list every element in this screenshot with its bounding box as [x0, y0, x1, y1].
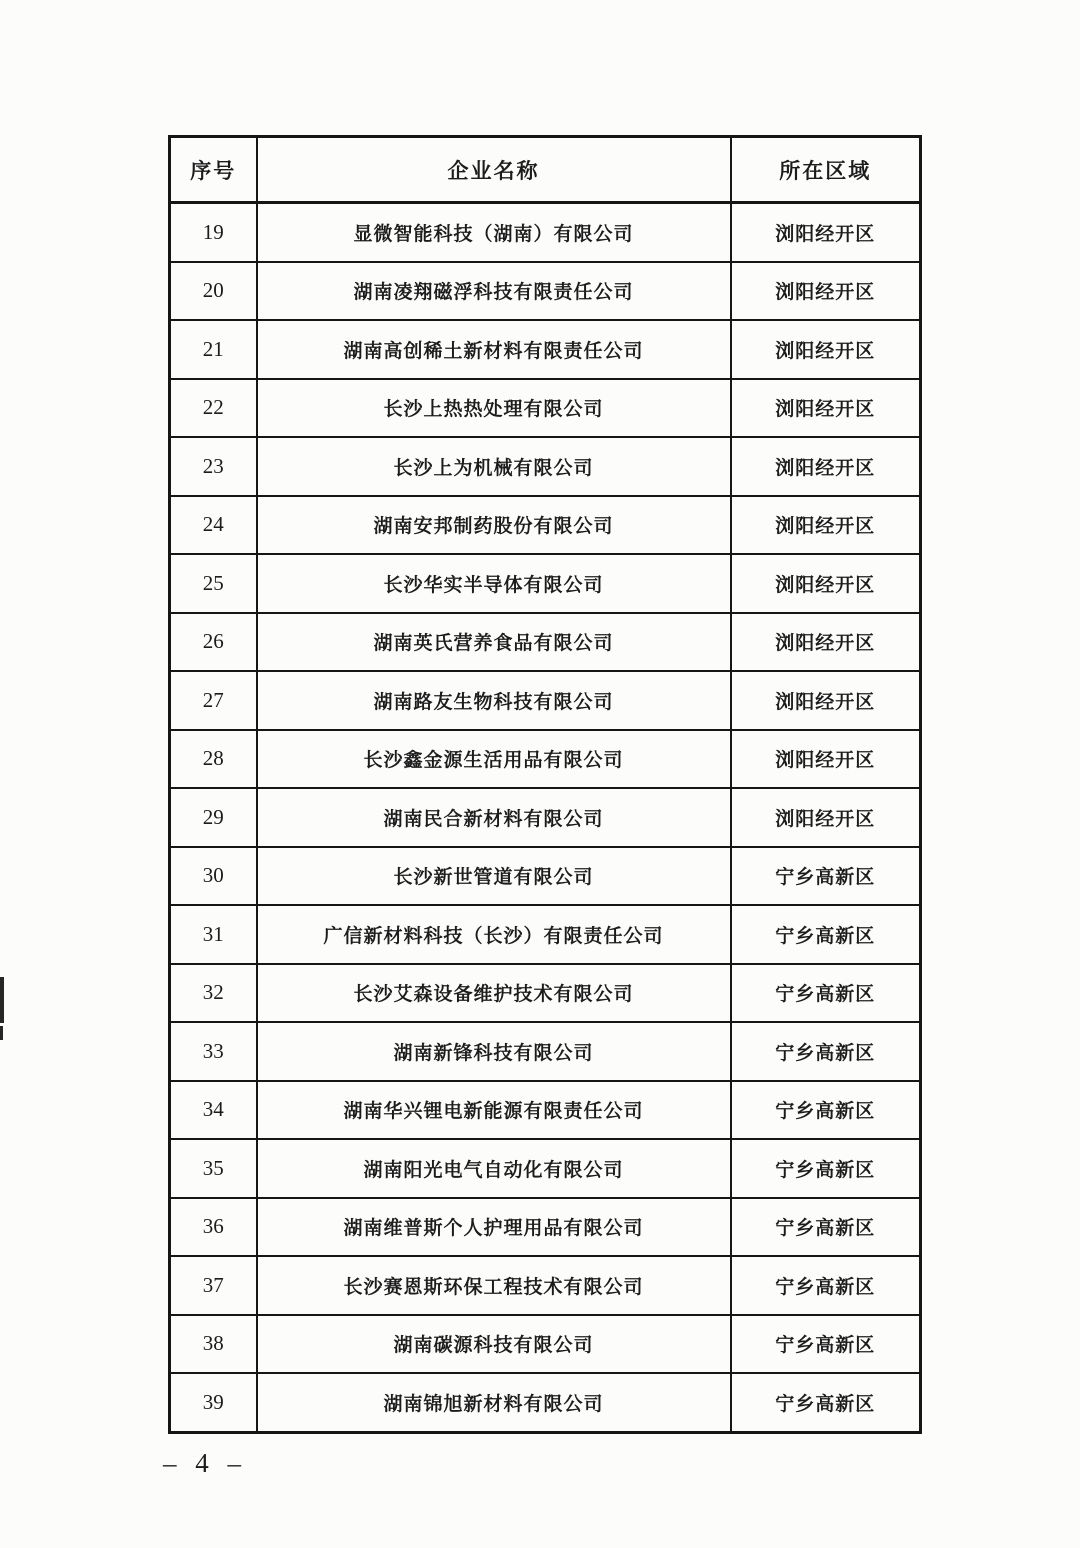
table-row: [170, 437, 921, 496]
table-row: [170, 262, 921, 321]
row-number-cell: 37: [170, 1256, 257, 1315]
row-number-cell: 29: [170, 788, 257, 847]
row-number-cell: 24: [170, 496, 257, 555]
scan-artifact: [0, 1026, 3, 1040]
company-name-cell: 湖南英氏营养食品有限公司: [257, 613, 731, 672]
company-name-cell: 长沙新世管道有限公司: [257, 847, 731, 906]
row-number-cell: 33: [170, 1022, 257, 1081]
row-number-cell: 20: [170, 262, 257, 321]
company-name-cell: 长沙赛恩斯环保工程技术有限公司: [257, 1256, 731, 1315]
column-header-index: 序号: [170, 137, 257, 203]
table-row: [170, 320, 921, 379]
row-number-cell: 19: [170, 203, 257, 262]
region-cell: 宁乡高新区: [731, 1256, 921, 1315]
row-number-cell: 23: [170, 437, 257, 496]
row-number-cell: 39: [170, 1373, 257, 1432]
company-name-cell: 湖南高创稀土新材料有限责任公司: [257, 320, 731, 379]
row-number-cell: 27: [170, 671, 257, 730]
company-name-cell: 湖南路友生物科技有限公司: [257, 671, 731, 730]
scan-artifact: [0, 977, 4, 1023]
region-cell: 浏阳经开区: [731, 554, 921, 613]
table-row: [170, 788, 921, 847]
company-name-cell: 长沙华实半导体有限公司: [257, 554, 731, 613]
region-cell: 宁乡高新区: [731, 1022, 921, 1081]
region-cell: 宁乡高新区: [731, 847, 921, 906]
row-number-cell: 34: [170, 1081, 257, 1140]
page-number: – 4 –: [163, 1448, 247, 1478]
company-name-cell: 湖南维普斯个人护理用品有限公司: [257, 1198, 731, 1257]
row-number-cell: 22: [170, 379, 257, 438]
table-row: [170, 1139, 921, 1198]
company-name-cell: 湖南华兴锂电新能源有限责任公司: [257, 1081, 731, 1140]
region-cell: 浏阳经开区: [731, 262, 921, 321]
table-row: [170, 379, 921, 438]
company-name-cell: 湖南锦旭新材料有限公司: [257, 1373, 731, 1432]
row-number-cell: 32: [170, 964, 257, 1023]
company-name-cell: 湖南阳光电气自动化有限公司: [257, 1139, 731, 1198]
region-cell: 浏阳经开区: [731, 379, 921, 438]
table-row: [170, 1256, 921, 1315]
company-name-cell: 湖南民合新材料有限公司: [257, 788, 731, 847]
region-cell: 宁乡高新区: [731, 964, 921, 1023]
table-header-row: [170, 137, 921, 203]
company-name-cell: 湖南凌翔磁浮科技有限责任公司: [257, 262, 731, 321]
row-number-cell: 38: [170, 1315, 257, 1374]
table-row: [170, 554, 921, 613]
table-row: [170, 613, 921, 672]
company-name-cell: 湖南安邦制药股份有限公司: [257, 496, 731, 555]
row-number-cell: 35: [170, 1139, 257, 1198]
table-row: [170, 1022, 921, 1081]
table-row: [170, 496, 921, 555]
company-name-cell: 长沙上热热处理有限公司: [257, 379, 731, 438]
region-cell: 浏阳经开区: [731, 788, 921, 847]
table-row: [170, 671, 921, 730]
row-number-cell: 26: [170, 613, 257, 672]
region-cell: 浏阳经开区: [731, 671, 921, 730]
region-cell: 宁乡高新区: [731, 905, 921, 964]
company-name-cell: 显微智能科技（湖南）有限公司: [257, 203, 731, 262]
table-row: [170, 1315, 921, 1374]
region-cell: 浏阳经开区: [731, 730, 921, 789]
company-name-cell: 长沙上为机械有限公司: [257, 437, 731, 496]
company-name-cell: 长沙鑫金源生活用品有限公司: [257, 730, 731, 789]
row-number-cell: 28: [170, 730, 257, 789]
row-number-cell: 25: [170, 554, 257, 613]
table-row: [170, 905, 921, 964]
region-cell: 宁乡高新区: [731, 1198, 921, 1257]
column-header-company: 企业名称: [257, 137, 731, 203]
row-number-cell: 31: [170, 905, 257, 964]
region-cell: 宁乡高新区: [731, 1081, 921, 1140]
row-number-cell: 30: [170, 847, 257, 906]
region-cell: 浏阳经开区: [731, 496, 921, 555]
region-cell: 浏阳经开区: [731, 437, 921, 496]
region-cell: 浏阳经开区: [731, 320, 921, 379]
row-number-cell: 21: [170, 320, 257, 379]
table-row: [170, 847, 921, 906]
region-cell: 浏阳经开区: [731, 613, 921, 672]
region-cell: 宁乡高新区: [731, 1315, 921, 1374]
table-row: [170, 1373, 921, 1432]
table-row: [170, 203, 921, 262]
region-cell: 浏阳经开区: [731, 203, 921, 262]
company-name-cell: 广信新材料科技（长沙）有限责任公司: [257, 905, 731, 964]
table-row: [170, 1198, 921, 1257]
company-name-cell: 长沙艾森设备维护技术有限公司: [257, 964, 731, 1023]
company-name-cell: 湖南碳源科技有限公司: [257, 1315, 731, 1374]
table-row: [170, 964, 921, 1023]
region-cell: 宁乡高新区: [731, 1139, 921, 1198]
table-row: [170, 730, 921, 789]
column-header-region: 所在区域: [731, 137, 921, 203]
company-name-cell: 湖南新锋科技有限公司: [257, 1022, 731, 1081]
region-cell: 宁乡高新区: [731, 1373, 921, 1432]
company-table: [168, 135, 922, 1434]
row-number-cell: 36: [170, 1198, 257, 1257]
table-row: [170, 1081, 921, 1140]
